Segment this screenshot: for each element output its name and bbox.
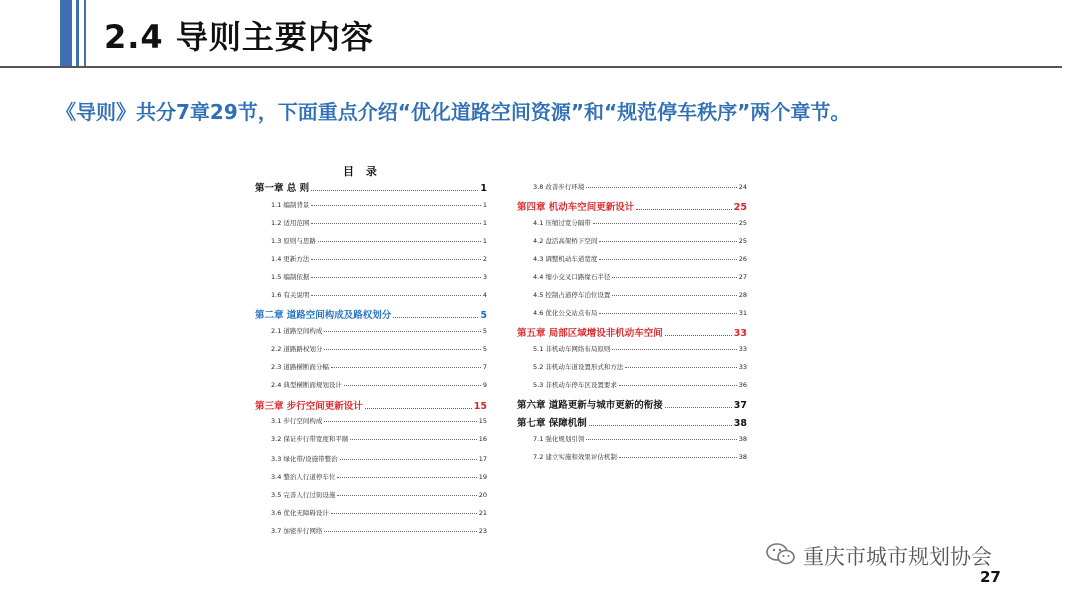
toc-section-row <box>517 380 747 389</box>
toc-leader-dots <box>612 276 736 278</box>
accent-bar-thin-2 <box>84 0 86 66</box>
toc-leader-dots <box>625 366 736 368</box>
toc-entry-title: 第五章 局部区域增设非机动车空间 <box>517 328 663 339</box>
toc-entry-page: 5 <box>480 310 487 321</box>
toc-entry-page: 38 <box>738 435 747 443</box>
toc-section-row <box>255 272 487 281</box>
toc-entry-page: 1 <box>482 237 487 245</box>
toc-leader-dots <box>311 222 480 224</box>
toc-entry-page: 21 <box>478 509 487 517</box>
toc-entry-title: 3.2 保证步行带宽度和平顺 <box>271 435 349 443</box>
toc-section-row <box>255 490 487 499</box>
toc-entry-title: 1.5 编制依据 <box>271 273 310 281</box>
toc-leader-dots <box>599 240 736 242</box>
toc-section-row <box>517 434 747 443</box>
toc-entry-title: 4.2 盘活高架桥下空间 <box>533 237 598 245</box>
toc-leader-dots <box>619 384 737 386</box>
toc-section-row <box>517 254 747 263</box>
toc-entry-page: 15 <box>473 401 487 412</box>
toc-section-row <box>517 218 747 227</box>
toc-leader-dots <box>344 384 481 386</box>
toc-section-row <box>255 326 487 335</box>
toc-entry-page: 33 <box>738 363 747 371</box>
toc-leader-dots <box>599 312 736 314</box>
toc-section-row <box>517 362 747 371</box>
toc-entry-page: 27 <box>738 273 747 281</box>
slide-title: 2.4 导则主要内容 <box>104 18 374 56</box>
toc-section-row <box>255 526 487 535</box>
toc-section-row <box>255 344 487 353</box>
toc-entry-page: 38 <box>733 418 747 429</box>
toc-entry-page: 25 <box>738 219 747 227</box>
toc-section-row <box>517 452 747 461</box>
toc-entry-page: 17 <box>478 455 487 463</box>
toc-entry-title: 3.7 加密步行网络 <box>271 527 323 535</box>
toc-chapter-row <box>517 415 747 429</box>
toc-leader-dots <box>589 424 732 426</box>
toc-entry-title: 4.4 缩小交叉口路缘石半径 <box>533 273 611 281</box>
wechat-icon <box>766 543 796 565</box>
toc-entry-page: 26 <box>738 255 747 263</box>
toc-entry-page: 37 <box>733 400 747 411</box>
toc-entry-page: 38 <box>738 453 747 461</box>
toc-leader-dots <box>593 222 737 224</box>
toc-section-row <box>255 236 487 245</box>
toc-entry-page: 20 <box>478 491 487 499</box>
toc-section-row <box>255 454 487 463</box>
toc-section-row <box>255 416 487 425</box>
toc-section-row <box>517 272 747 281</box>
toc-leader-dots <box>586 438 736 440</box>
accent-bar <box>60 0 72 66</box>
toc-entry-page: 5 <box>482 345 487 353</box>
toc-leader-dots <box>324 530 476 532</box>
toc-leader-dots <box>311 258 480 260</box>
toc-chapter-row <box>255 180 487 194</box>
toc-entry-page: 23 <box>478 527 487 535</box>
toc-entry-title: 4.3 调整机动车道宽度 <box>533 255 598 263</box>
toc-entry-page: 31 <box>738 309 747 317</box>
toc-leader-dots <box>324 348 480 350</box>
toc-entry-page: 16 <box>478 435 487 443</box>
toc-heading: 目 录 <box>343 165 381 178</box>
toc-leader-dots <box>331 512 477 514</box>
toc-entry-title: 4.5 控制占道停车泊位设置 <box>533 291 611 299</box>
toc-chapter-row <box>517 199 747 213</box>
toc-entry-page: 3 <box>482 273 487 281</box>
intro-text: 《导则》共分7章29节，下面重点介绍“优化道路空间资源”和“规范停车秩序”两个章节。 <box>56 100 851 124</box>
toc-section-row <box>517 182 747 191</box>
toc-leader-dots <box>636 208 731 210</box>
watermark-text: 重庆市城市规划协会 <box>803 545 992 569</box>
toc-entry-page: 25 <box>733 202 747 213</box>
toc-leader-dots <box>350 438 476 440</box>
toc-entry-page: 9 <box>482 381 487 389</box>
toc-entry-title: 4.6 优化公交站点布局 <box>533 309 598 317</box>
toc-entry-title: 1.1 编制背景 <box>271 201 310 209</box>
toc-entry-title: 3.6 优化无障碍设计 <box>271 509 329 517</box>
toc-entry-page: 24 <box>738 183 747 191</box>
toc-section-row <box>255 218 487 227</box>
toc-entry-title: 2.1 道路空间构成 <box>271 327 323 335</box>
toc-entry-title: 3.3 绿化带/设施带整治 <box>271 455 338 463</box>
toc-leader-dots <box>665 334 732 336</box>
title-divider <box>0 66 1062 68</box>
toc-leader-dots <box>612 294 736 296</box>
toc-entry-title: 第二章 道路空间构成及路权划分 <box>255 310 392 321</box>
toc-leader-dots <box>331 366 481 368</box>
toc-entry-page: 28 <box>738 291 747 299</box>
toc-entry-title: 2.3 道路横断面分幅 <box>271 363 329 371</box>
toc-leader-dots <box>311 294 480 296</box>
toc-entry-title: 3.8 改善步行环境 <box>533 183 585 191</box>
toc-leader-dots <box>612 348 736 350</box>
toc-entry-title: 第四章 机动车空间更新设计 <box>517 202 635 213</box>
toc-entry-title: 1.4 更新方法 <box>271 255 310 263</box>
toc-leader-dots <box>337 476 476 478</box>
toc-entry-title: 第一章 总 则 <box>255 183 310 194</box>
toc-entry-title: 5.2 非机动车道设置形式和方法 <box>533 363 624 371</box>
toc-section-row <box>255 508 487 517</box>
toc-section-row <box>517 308 747 317</box>
toc-leader-dots <box>365 407 472 409</box>
toc-entry-page: 15 <box>478 417 487 425</box>
toc-entry-page: 4 <box>482 291 487 299</box>
toc-chapter-row <box>517 397 747 411</box>
toc-leader-dots <box>340 458 477 460</box>
toc-entry-title: 3.4 整治人行道停车位 <box>271 473 336 481</box>
toc-leader-dots <box>665 406 732 408</box>
page-number: 27 <box>980 568 1001 586</box>
toc-entry-title: 第七章 保障机制 <box>517 418 587 429</box>
toc-leader-dots <box>324 420 476 422</box>
toc-section-row <box>517 236 747 245</box>
toc-leader-dots <box>393 316 478 318</box>
toc-leader-dots <box>586 186 736 188</box>
toc-leader-dots <box>311 189 478 191</box>
toc-entry-title: 2.4 典型横断面规划设计 <box>271 381 342 389</box>
toc-entry-title: 1.3 原则与思路 <box>271 237 316 245</box>
toc-entry-title: 2.2 道路路权划分 <box>271 345 323 353</box>
toc-entry-title: 3.1 步行空间构成 <box>271 417 323 425</box>
toc-leader-dots <box>311 204 480 206</box>
toc-entry-page: 1 <box>482 219 487 227</box>
toc-entry-page: 33 <box>738 345 747 353</box>
toc-entry-title: 5.3 非机动车停车区设置要求 <box>533 381 617 389</box>
toc-leader-dots <box>599 258 736 260</box>
toc-section-row <box>255 380 487 389</box>
toc-entry-page: 25 <box>738 237 747 245</box>
toc-section-row <box>255 290 487 299</box>
toc-entry-title: 7.2 建立实施和效果评估机制 <box>533 453 617 461</box>
toc-entry-title: 1.6 有关说明 <box>271 291 310 299</box>
toc-chapter-row <box>255 398 487 412</box>
toc-leader-dots <box>311 276 480 278</box>
toc-entry-page: 2 <box>482 255 487 263</box>
toc-leader-dots <box>619 456 737 458</box>
toc-leader-dots <box>337 494 476 496</box>
toc-section-row <box>255 362 487 371</box>
accent-bar-thin <box>76 0 79 66</box>
toc-section-row <box>255 200 487 209</box>
toc-leader-dots <box>324 330 480 332</box>
toc-section-row <box>255 472 487 481</box>
toc-entry-title: 1.2 适用范围 <box>271 219 310 227</box>
toc-entry-title: 3.5 完善人行过街设施 <box>271 491 336 499</box>
toc-chapter-row <box>255 307 487 321</box>
toc-section-row <box>255 434 487 443</box>
toc-entry-page: 19 <box>478 473 487 481</box>
toc-entry-title: 第三章 步行空间更新设计 <box>255 401 363 412</box>
toc-entry-page: 33 <box>733 328 747 339</box>
toc-entry-title: 5.1 非机动车网络布局原则 <box>533 345 611 353</box>
toc-leader-dots <box>318 240 481 242</box>
toc-entry-page: 1 <box>482 201 487 209</box>
toc-entry-page: 5 <box>482 327 487 335</box>
toc-section-row <box>255 254 487 263</box>
toc-section-row <box>517 344 747 353</box>
toc-entry-page: 1 <box>480 183 487 194</box>
toc-entry-page: 36 <box>738 381 747 389</box>
toc-entry-title: 7.1 强化规划引领 <box>533 435 585 443</box>
toc-entry-title: 第六章 道路更新与城市更新的衔接 <box>517 400 663 411</box>
toc-entry-title: 4.1 压缩过宽分隔带 <box>533 219 591 227</box>
toc-section-row <box>517 290 747 299</box>
toc-chapter-row <box>517 325 747 339</box>
toc-entry-page: 7 <box>482 363 487 371</box>
